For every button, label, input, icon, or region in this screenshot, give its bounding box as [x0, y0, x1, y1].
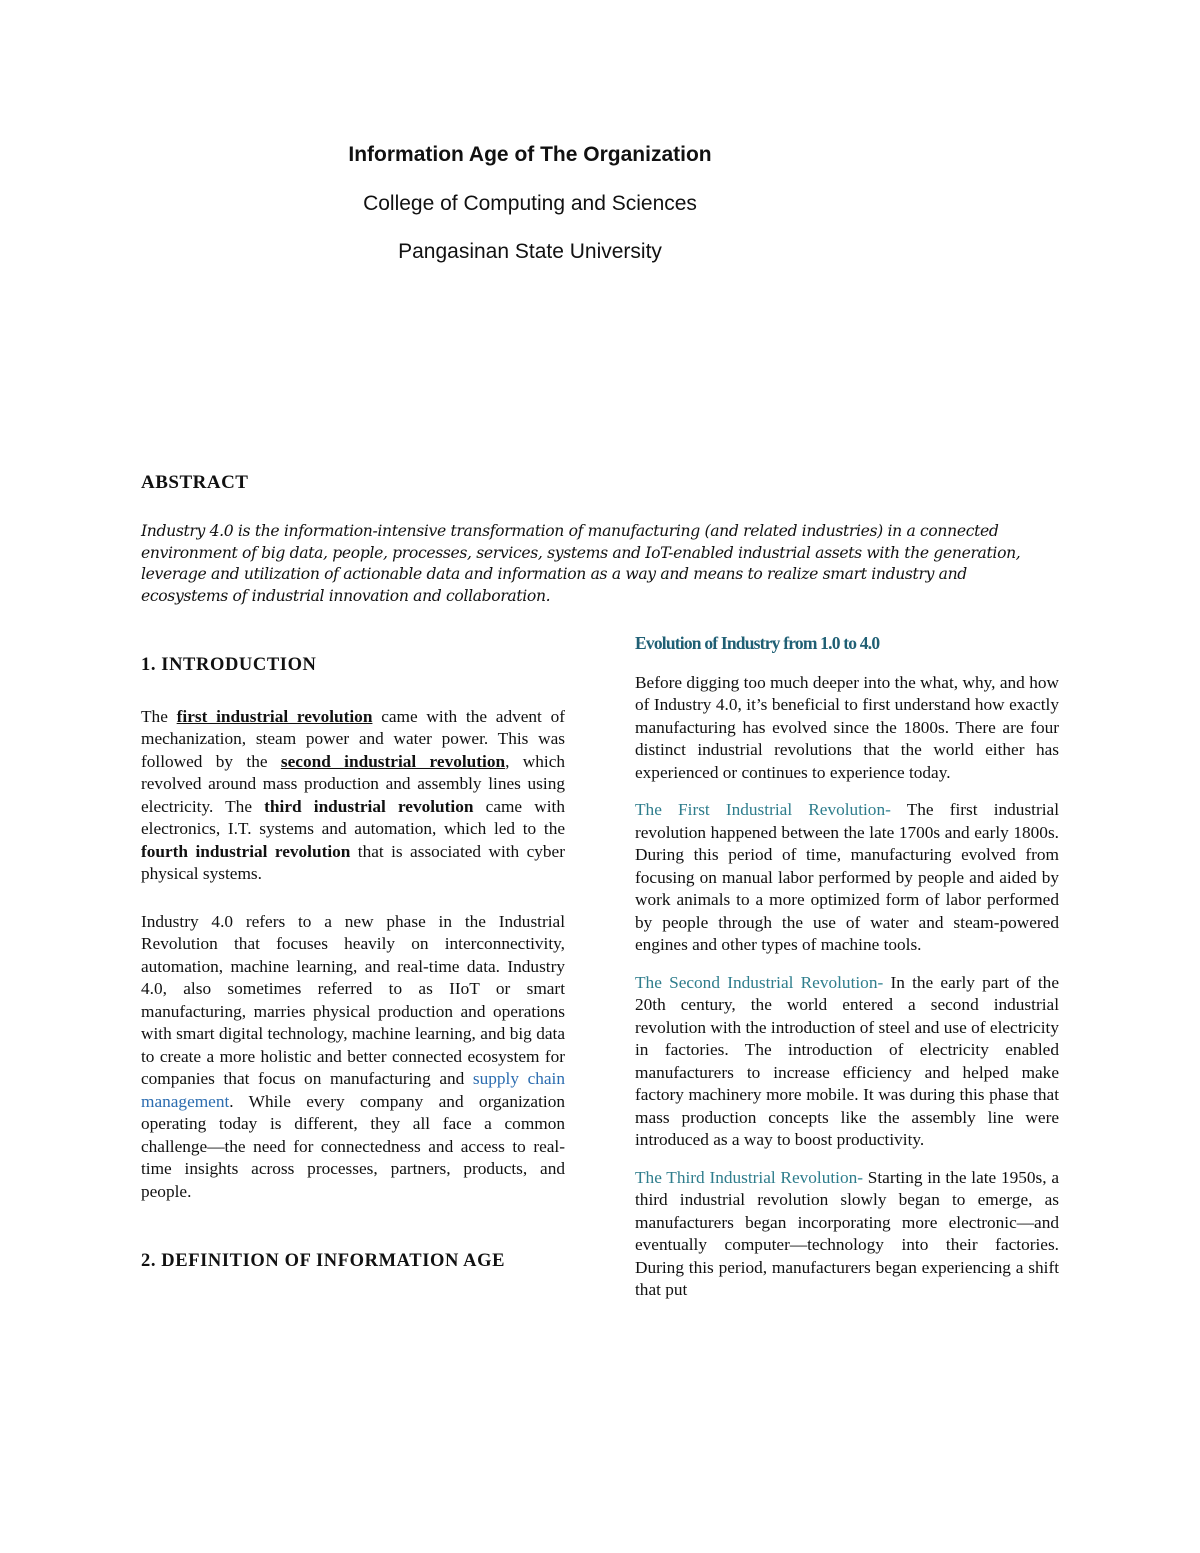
intro-paragraph-1: [141, 706, 565, 886]
text-run: The: [141, 706, 177, 726]
text-run: . While every company and organization operating today is different, they all face a common challenge—the need for connectedness and access to real-time insights across processes, partners, products, and people.: [141, 1091, 565, 1201]
university-name: Pangasinan State University: [398, 240, 662, 263]
left-column: [141, 654, 565, 1273]
emphasized-text: first industrial revolution: [176, 706, 373, 726]
emphasized-text: third industrial revolution: [264, 796, 474, 816]
emphasized-text: The Third Industrial Revolution-: [635, 1167, 863, 1187]
text-run: In the early part of the 20th century, the world entered a second industrial revolution with the introduction of steel and use of electricity in factories. The introduction of electricity enabled manufacturers to increase efficiency and helped make factory machinery more mobile. It was during this phase that mass production concepts like the assembly line were introduced as a way to boost productivity.: [635, 972, 1059, 1149]
abstract-heading: ABSTRACT: [141, 472, 249, 493]
evolution-heading: Evolution of Industry from 1.0 to 4.0: [635, 633, 880, 653]
text-run: that is associated with cyber physical systems.: [141, 841, 565, 883]
emphasized-text: fourth industrial revolution: [141, 841, 351, 861]
abstract-text: Industry 4.0 is the information-intensive transformation of manufacturing (and related industries) in a connected environment of big data, people, processes, services, systems and IoT-enabled industrial assets with the generation, leverage and utilization of actionable data and information as a way and means to realize smart industry and ecosystems of industrial innovation and collaboration.: [141, 522, 1021, 605]
text-run: Starting in the late 1950s, a third industrial revolution slowly began to emerge, as manufacturers began incorporating more electronic—and eventually computer—technology into their factories. During this period, manufacturers began experiencing a shift that put: [635, 1167, 1060, 1299]
text-run: , which revolved around mass production and assembly lines using electricity. The: [141, 751, 565, 816]
college-name: College of Computing and Sciences: [363, 192, 697, 215]
inline-link[interactable]: supply chain management: [141, 1069, 565, 1111]
first-revolution-paragraph: [635, 799, 1059, 957]
document-title: Information Age of The Organization: [348, 143, 712, 166]
emphasized-text: The Second Industrial Revolution-: [635, 972, 884, 992]
text-run: Industry 4.0 refers to a new phase in the Industrial Revolution that focuses heavily on interconnectivity, automation, machine learning, and real-time data. Industry 4.0, also sometimes referred to as IIoT or smart manufacturing, marries physical production and operations with smart digital technology, machine learning, and big data to create a more holistic and better connected ecosystem for companies that focus on manufacturing and: [141, 911, 565, 1088]
introduction-heading: 1. INTRODUCTION: [141, 655, 317, 675]
intro-paragraph-2: [141, 911, 565, 1204]
text-run: came with electronics, I.T. systems and automation, which led to the: [141, 796, 565, 838]
text-run: The first industrial revolution happened between the late 1700s and early 1800s. During this period of time, manufacturing evolved from focusing on manual labor performed by people and aided by work animals to a more optimized form of labor performed by people through the use of water and steam-powered engines and other types of machine tools.: [635, 800, 1059, 954]
text-run: came with the advent of mechanization, steam power and water power. This was followed by the: [141, 706, 566, 771]
right-column: [635, 632, 1059, 1302]
second-revolution-paragraph: [635, 972, 1059, 1152]
definition-heading: 2. DEFINITION OF INFORMATION AGE: [141, 1251, 506, 1271]
emphasized-text: second industrial revolution: [280, 751, 506, 771]
evolution-paragraph: [635, 672, 1059, 785]
emphasized-text: The First Industrial Revolution-: [635, 800, 891, 819]
third-revolution-paragraph: [635, 1167, 1059, 1302]
text-run: Before digging too much deeper into the what, why, and how of Industry 4.0, it’s beneficial to first understand how exactly manufacturing has evolved since the 1800s. There are four distinct industrial revolutions that the world either has experienced or continues to experience today.: [635, 672, 1059, 782]
